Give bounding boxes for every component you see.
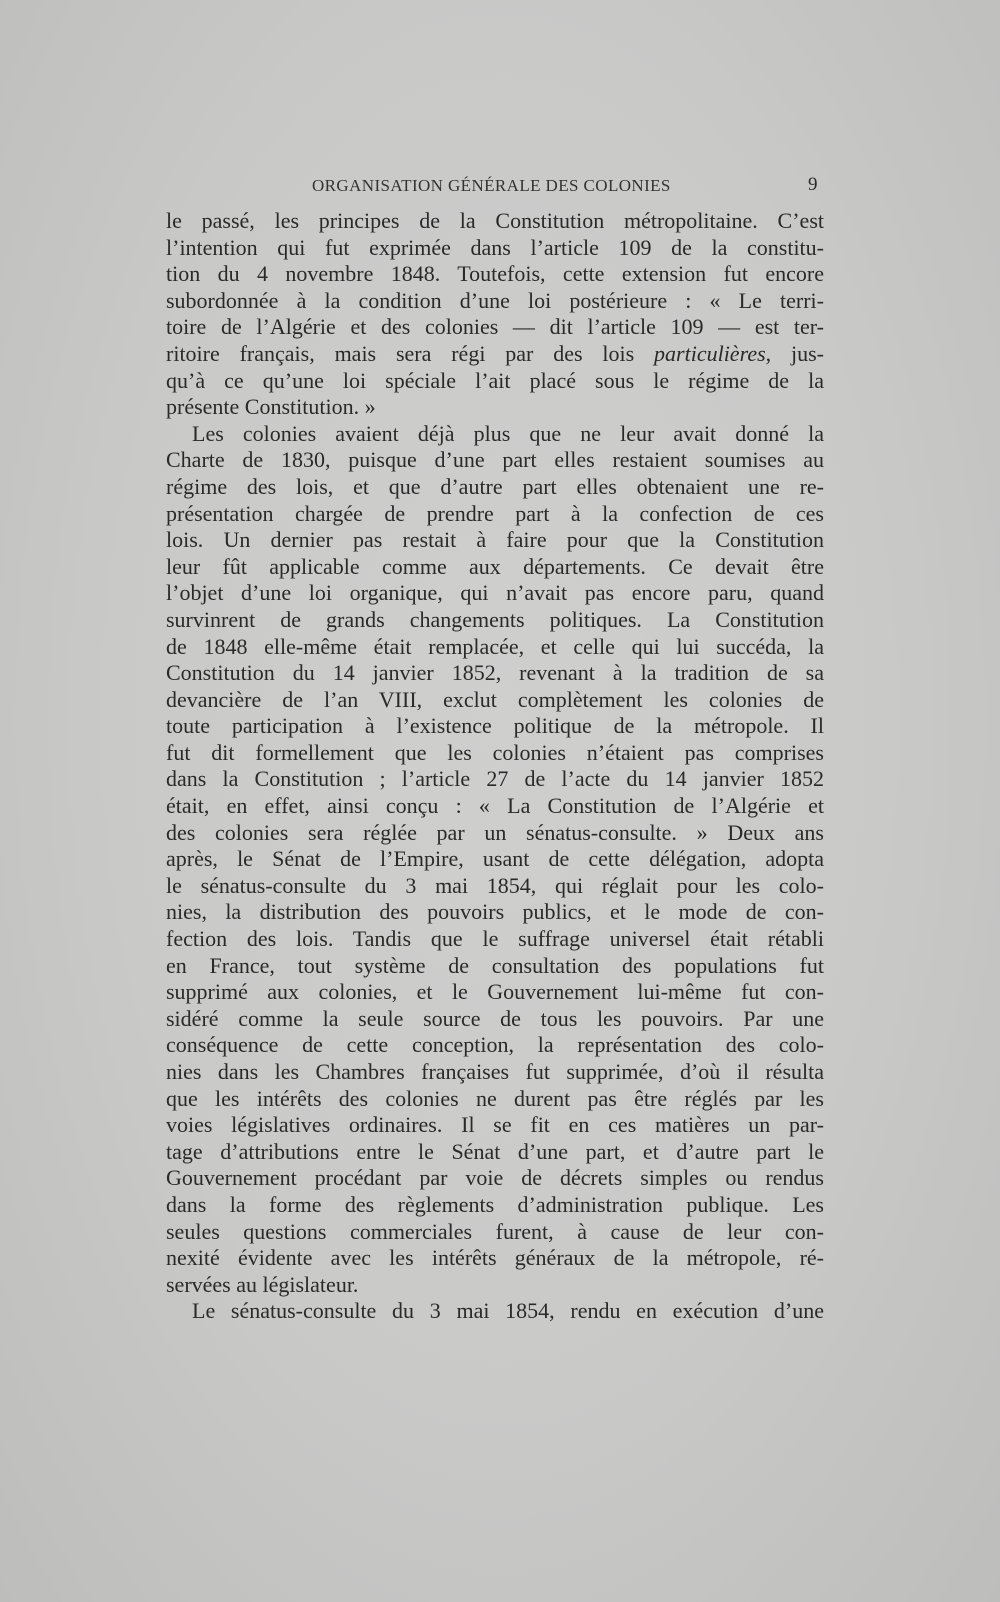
- text-line: devancière de l’an VIII, exclut complètement les colonies de: [166, 686, 824, 712]
- text-line: était, en effet, ainsi conçu : « La Constitution de l’Algérie et: [166, 793, 824, 819]
- page-number: 9: [808, 174, 818, 195]
- text-line: dans la forme des règlements d’administration publique. Les: [166, 1191, 824, 1217]
- text-line: subordonnée à la condition d’une loi postérieure : « Le terri-: [166, 287, 824, 313]
- text-line: toute participation à l’existence politique de la métropole. Il: [166, 713, 824, 739]
- text-line: servées au législateur.: [166, 1271, 359, 1297]
- text-line: Gouvernement procédant par voie de décrets simples ou rendus: [166, 1165, 824, 1191]
- text-line: qu’à ce qu’une loi spéciale l’ait placé sous le régime de la: [166, 367, 824, 393]
- text-line: toire de l’Algérie et des colonies — dit l’article 109 — est ter-: [166, 314, 824, 340]
- text-line: Le sénatus-consulte du 3 mai 1854, rendu en exécution d’une: [192, 1298, 824, 1324]
- text-line: survinrent de grands changements politiques. La Constitution: [166, 606, 824, 632]
- text-line: en France, tout système de consultation des populations fut: [166, 952, 824, 978]
- text-line: Charte de 1830, puisque d’une part elles restaient soumises au: [166, 447, 824, 473]
- running-title: ORGANISATION GÉNÉRALE DES COLONIES: [312, 176, 671, 195]
- text-line: présente Constitution. »: [166, 394, 376, 420]
- text-line: régime des lois, et que d’autre part elles obtenaient une re-: [166, 473, 824, 499]
- text-line: lois. Un dernier pas restait à faire pour que la Constitution: [166, 527, 824, 553]
- text-line: seules questions commerciales furent, à cause de leur con-: [166, 1218, 824, 1244]
- text-line: ritoire français, mais sera régi par des lois particulières, jus-: [166, 340, 825, 366]
- text-line: après, le Sénat de l’Empire, usant de cette délégation, adopta: [166, 846, 824, 872]
- text-line: supprimé aux colonies, et le Gouvernement lui-même fut con-: [166, 979, 824, 1005]
- body-text: [166, 208, 824, 1325]
- text-line: fut dit formellement que les colonies n’étaient pas comprises: [166, 739, 824, 765]
- text-line: le sénatus-consulte du 3 mai 1854, qui réglait pour les colo-: [166, 872, 824, 898]
- text-line: Constitution du 14 janvier 1852, revenant à la tradition de sa: [166, 660, 824, 686]
- text-line: fection des lois. Tandis que le suffrage universel était rétabli: [166, 926, 824, 952]
- text-line: conséquence de cette conception, la représentation des colo-: [166, 1032, 824, 1058]
- text-line: des colonies sera réglée par un sénatus-consulte. » Deux ans: [166, 819, 824, 845]
- text-line: de 1848 elle-même était remplacée, et celle qui lui succéda, la: [166, 633, 824, 659]
- text-line: nies, la distribution des pouvoirs publics, et le mode de con-: [166, 899, 824, 925]
- text-line: le passé, les principes de la Constitution métropolitaine. C’est: [166, 208, 824, 233]
- text-line: tage d’attributions entre le Sénat d’une part, et d’autre part le: [166, 1138, 824, 1164]
- text-line: Les colonies avaient déjà plus que ne leur avait donné la: [192, 420, 824, 446]
- text-line: voies législatives ordinaires. Il se fit en ces matières un par-: [166, 1112, 824, 1138]
- text-line: l’objet d’une loi organique, qui n’avait pas encore paru, quand: [166, 580, 824, 606]
- text-line: que les intérêts des colonies ne durent pas être réglés par les: [166, 1085, 824, 1111]
- text-line: sidéré comme la seule source de tous les pouvoirs. Par une: [166, 1005, 824, 1031]
- text-line: nexité évidente avec les intérêts généraux de la métropole, ré-: [166, 1245, 824, 1271]
- text-line: tion du 4 novembre 1848. Toutefois, cette extension fut encore: [166, 261, 824, 287]
- emphasized-word: particulières: [654, 340, 766, 366]
- text-line: présentation chargée de prendre part à la confection de ces: [166, 500, 824, 526]
- text-line: leur fût applicable comme aux départements. Ce devait être: [166, 553, 824, 579]
- text-line: nies dans les Chambres françaises fut supprimée, d’où il résulta: [166, 1059, 824, 1084]
- text-line: l’intention qui fut exprimée dans l’article 109 de la constitu-: [166, 234, 824, 260]
- text-line: dans la Constitution ; l’article 27 de l’acte du 14 janvier 1852: [166, 766, 824, 792]
